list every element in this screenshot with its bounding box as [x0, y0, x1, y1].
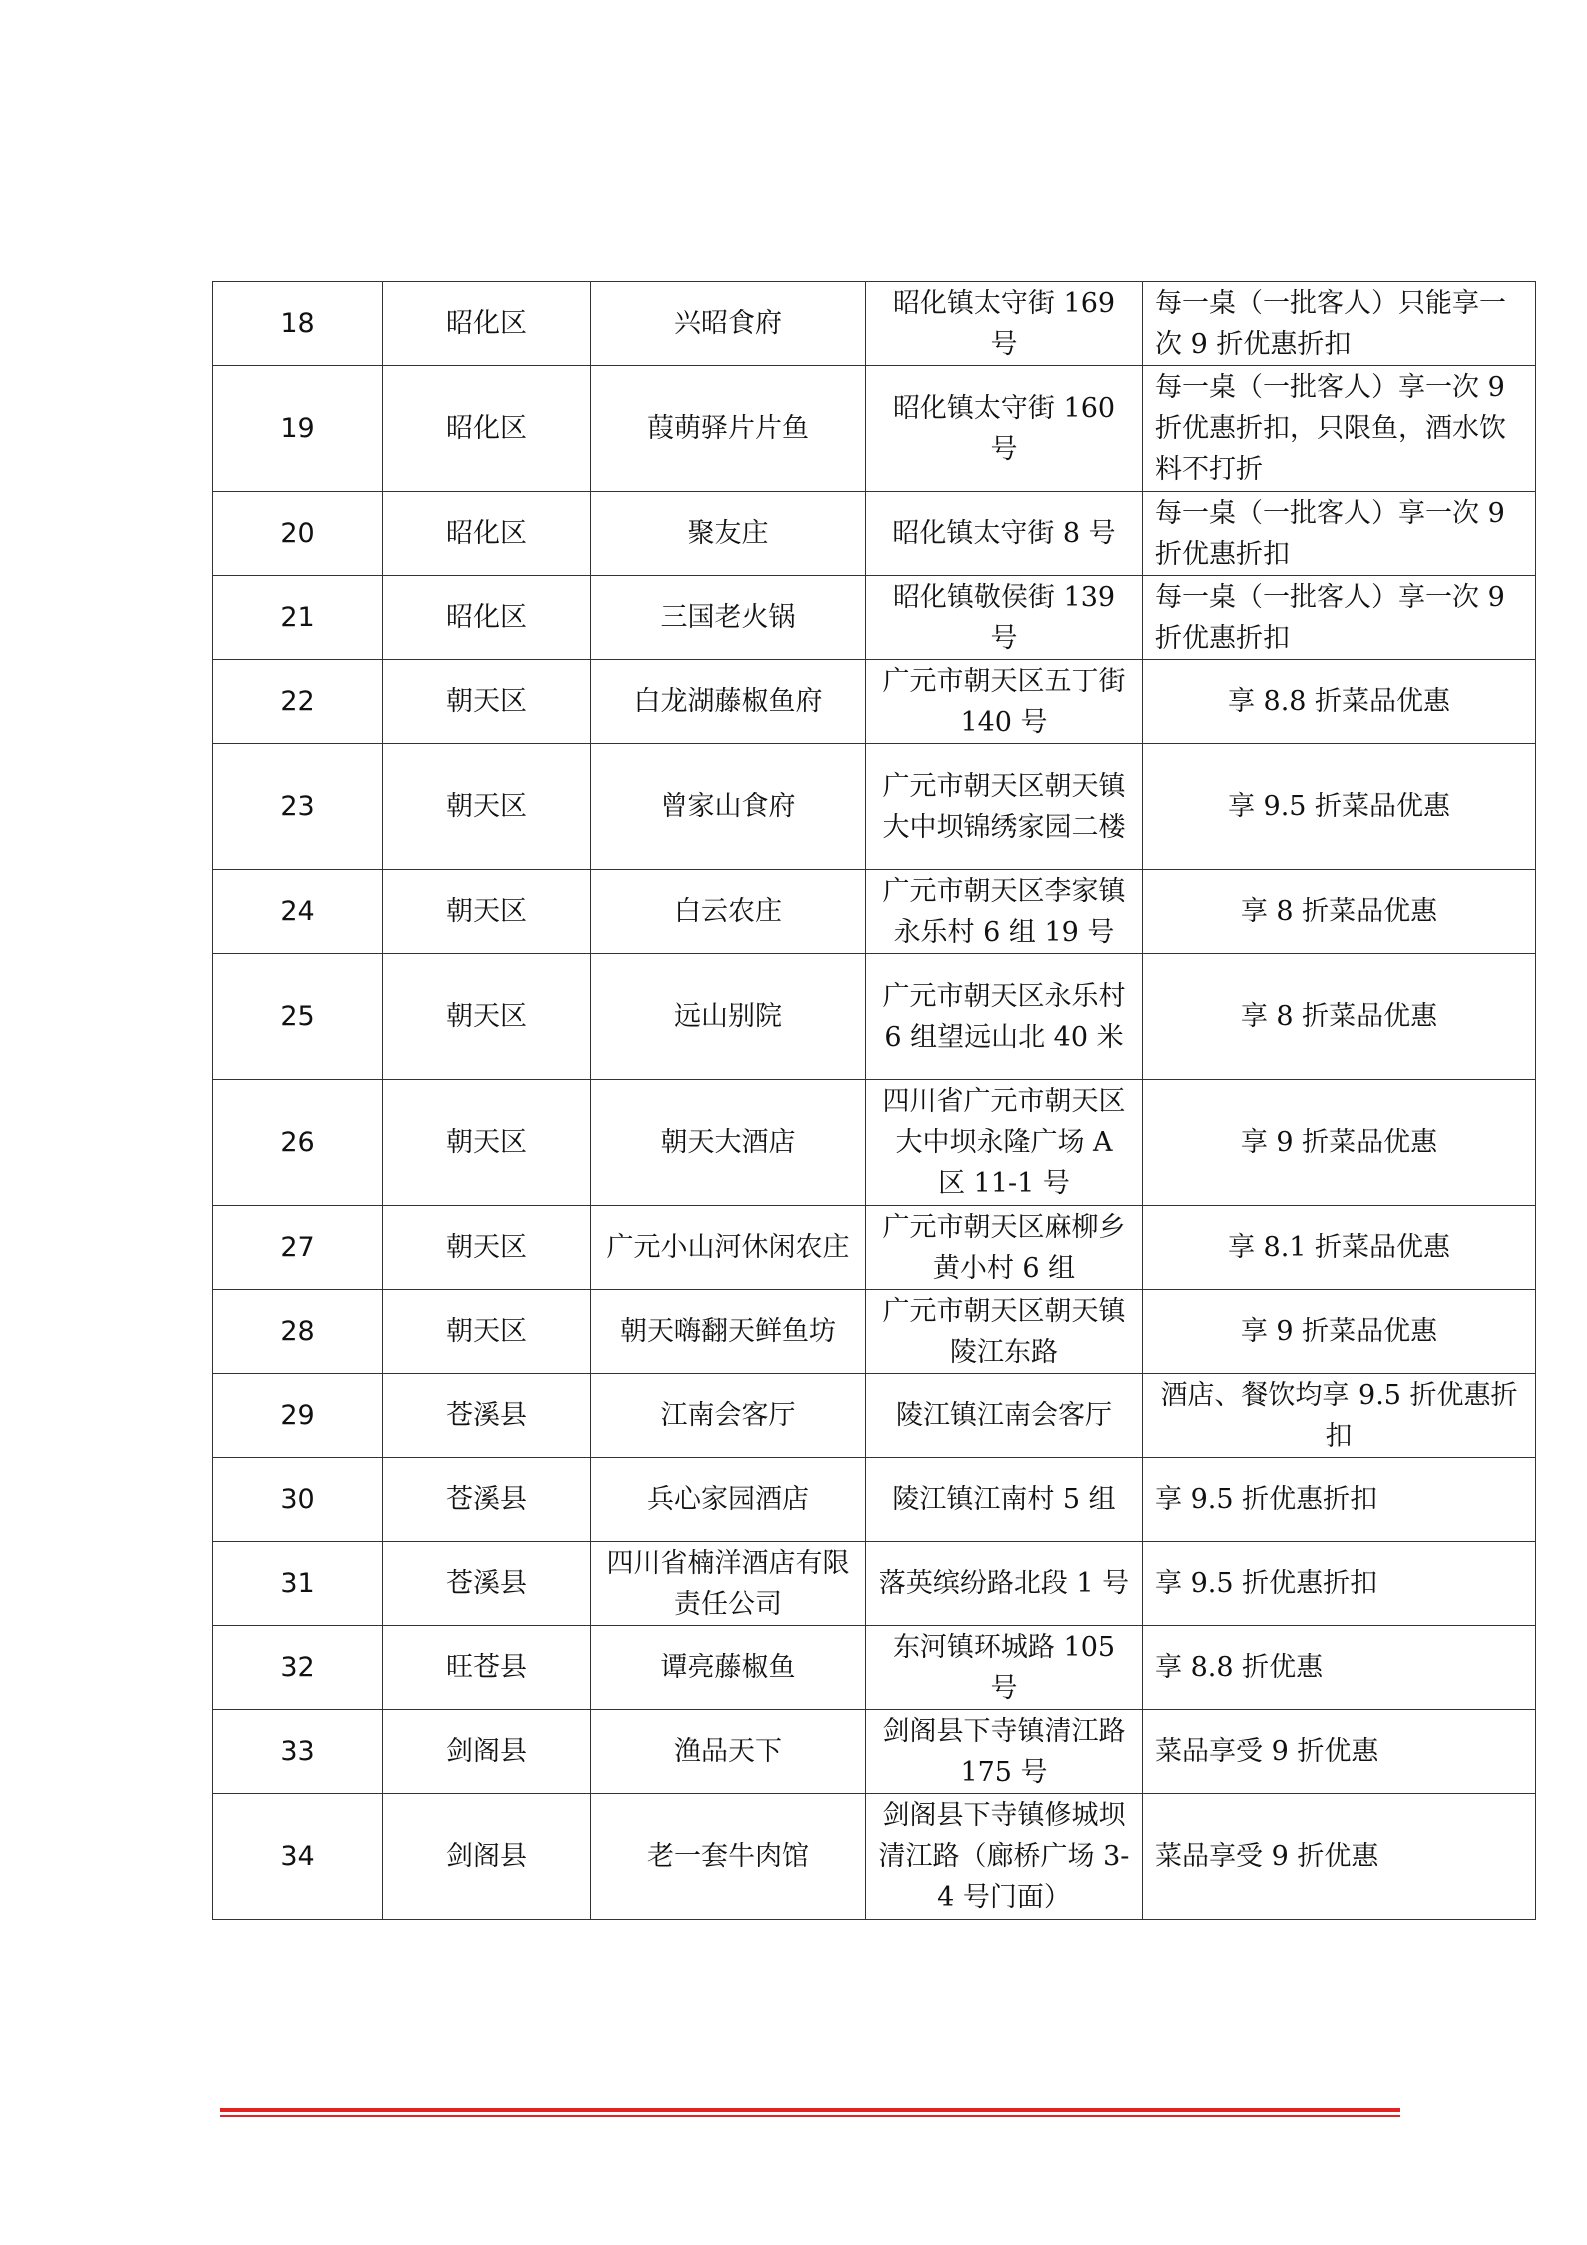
- offer-cell: 享 8.8 折菜品优惠: [1143, 660, 1536, 744]
- district-cell: 朝天区: [383, 1290, 591, 1374]
- address-cell: 广元市朝天区朝天镇陵江东路: [866, 1290, 1143, 1374]
- address-cell: 广元市朝天区永乐村 6 组望远山北 40 米: [866, 954, 1143, 1080]
- restaurant-name-cell: 四川省楠洋酒店有限责任公司: [591, 1542, 866, 1626]
- district-cell: 旺苍县: [383, 1626, 591, 1710]
- table-row: [213, 492, 1536, 576]
- offer-cell: 每一桌（一批客人）享一次 9 折优惠折扣: [1143, 576, 1536, 660]
- offer-cell: 享 9.5 折优惠折扣: [1143, 1458, 1536, 1542]
- district-cell: 朝天区: [383, 1080, 591, 1206]
- address-cell: 剑阁县下寺镇修城坝清江路（廊桥广场 3-4 号门面）: [866, 1794, 1143, 1920]
- row-number: 27: [213, 1206, 383, 1290]
- row-number: 32: [213, 1626, 383, 1710]
- offer-cell: 每一桌（一批客人）享一次 9 折优惠折扣，只限鱼，酒水饮料不打折: [1143, 366, 1536, 492]
- restaurant-name-cell: 老一套牛肉馆: [591, 1794, 866, 1920]
- table-row: [213, 954, 1536, 1080]
- offer-cell: 享 9 折菜品优惠: [1143, 1290, 1536, 1374]
- address-cell: 剑阁县下寺镇清江路 175 号: [866, 1710, 1143, 1794]
- table-row: [213, 366, 1536, 492]
- table-row: [213, 1542, 1536, 1626]
- restaurant-name-cell: 渔品天下: [591, 1710, 866, 1794]
- offer-cell: 菜品享受 9 折优惠: [1143, 1794, 1536, 1920]
- row-number: 34: [213, 1794, 383, 1920]
- row-number: 28: [213, 1290, 383, 1374]
- row-number: 30: [213, 1458, 383, 1542]
- district-cell: 剑阁县: [383, 1794, 591, 1920]
- row-number: 22: [213, 660, 383, 744]
- restaurant-name-cell: 白云农庄: [591, 870, 866, 954]
- restaurant-name-cell: 聚友庄: [591, 492, 866, 576]
- district-cell: 朝天区: [383, 1206, 591, 1290]
- district-cell: 昭化区: [383, 282, 591, 366]
- row-number: 19: [213, 366, 383, 492]
- restaurant-name-cell: 广元小山河休闲农庄: [591, 1206, 866, 1290]
- district-cell: 苍溪县: [383, 1542, 591, 1626]
- offer-cell: 享 8 折菜品优惠: [1143, 870, 1536, 954]
- restaurant-name-cell: 白龙湖藤椒鱼府: [591, 660, 866, 744]
- district-cell: 朝天区: [383, 954, 591, 1080]
- row-number: 33: [213, 1710, 383, 1794]
- address-cell: 陵江镇江南村 5 组: [866, 1458, 1143, 1542]
- offer-cell: 每一桌（一批客人）享一次 9 折优惠折扣: [1143, 492, 1536, 576]
- table-row: [213, 1626, 1536, 1710]
- district-cell: 昭化区: [383, 366, 591, 492]
- table-row: [213, 744, 1536, 870]
- table-row: [213, 1458, 1536, 1542]
- row-number: 26: [213, 1080, 383, 1206]
- table-row: [213, 1080, 1536, 1206]
- discount-restaurant-table: [212, 281, 1536, 1920]
- row-number: 31: [213, 1542, 383, 1626]
- restaurant-name-cell: 谭亮藤椒鱼: [591, 1626, 866, 1710]
- offer-cell: 享 9.5 折菜品优惠: [1143, 744, 1536, 870]
- address-cell: 昭化镇太守街 169 号: [866, 282, 1143, 366]
- restaurant-name-cell: 葭萌驿片片鱼: [591, 366, 866, 492]
- address-cell: 广元市朝天区五丁街 140 号: [866, 660, 1143, 744]
- district-cell: 苍溪县: [383, 1374, 591, 1458]
- restaurant-name-cell: 朝天嗨翻天鲜鱼坊: [591, 1290, 866, 1374]
- row-number: 18: [213, 282, 383, 366]
- district-cell: 朝天区: [383, 660, 591, 744]
- offer-cell: 享 8.8 折优惠: [1143, 1626, 1536, 1710]
- table-row: [213, 1290, 1536, 1374]
- row-number: 29: [213, 1374, 383, 1458]
- restaurant-name-cell: 兴昭食府: [591, 282, 866, 366]
- offer-cell: 每一桌（一批客人）只能享一次 9 折优惠折扣: [1143, 282, 1536, 366]
- row-number: 23: [213, 744, 383, 870]
- address-cell: 东河镇环城路 105 号: [866, 1626, 1143, 1710]
- row-number: 25: [213, 954, 383, 1080]
- restaurant-name-cell: 曾家山食府: [591, 744, 866, 870]
- offer-cell: 享 9 折菜品优惠: [1143, 1080, 1536, 1206]
- table-row: [213, 660, 1536, 744]
- offer-cell: 酒店、餐饮均享 9.5 折优惠折扣: [1143, 1374, 1536, 1458]
- table-row: [213, 1374, 1536, 1458]
- table-row: [213, 1794, 1536, 1920]
- address-cell: 昭化镇太守街 8 号: [866, 492, 1143, 576]
- row-number: 24: [213, 870, 383, 954]
- address-cell: 广元市朝天区李家镇永乐村 6 组 19 号: [866, 870, 1143, 954]
- restaurant-name-cell: 朝天大酒店: [591, 1080, 866, 1206]
- footer-red-rule: [220, 2108, 1400, 2117]
- district-cell: 朝天区: [383, 870, 591, 954]
- district-cell: 昭化区: [383, 492, 591, 576]
- restaurant-name-cell: 兵心家园酒店: [591, 1458, 866, 1542]
- district-cell: 昭化区: [383, 576, 591, 660]
- address-cell: 昭化镇敬侯街 139 号: [866, 576, 1143, 660]
- table-row: [213, 1206, 1536, 1290]
- district-cell: 苍溪县: [383, 1458, 591, 1542]
- address-cell: 陵江镇江南会客厅: [866, 1374, 1143, 1458]
- address-cell: 广元市朝天区朝天镇大中坝锦绣家园二楼: [866, 744, 1143, 870]
- address-cell: 广元市朝天区麻柳乡黄小村 6 组: [866, 1206, 1143, 1290]
- address-cell: 四川省广元市朝天区大中坝永隆广场 A 区 11-1 号: [866, 1080, 1143, 1206]
- restaurant-name-cell: 远山别院: [591, 954, 866, 1080]
- offer-cell: 享 9.5 折优惠折扣: [1143, 1542, 1536, 1626]
- offer-cell: 享 8.1 折菜品优惠: [1143, 1206, 1536, 1290]
- table-row: [213, 576, 1536, 660]
- table-row: [213, 282, 1536, 366]
- address-cell: 昭化镇太守街 160 号: [866, 366, 1143, 492]
- address-cell: 落英缤纷路北段 1 号: [866, 1542, 1143, 1626]
- offer-cell: 享 8 折菜品优惠: [1143, 954, 1536, 1080]
- row-number: 21: [213, 576, 383, 660]
- table-row: [213, 1710, 1536, 1794]
- district-cell: 剑阁县: [383, 1710, 591, 1794]
- offer-cell: 菜品享受 9 折优惠: [1143, 1710, 1536, 1794]
- table-body: [213, 282, 1536, 1920]
- restaurant-name-cell: 三国老火锅: [591, 576, 866, 660]
- restaurant-name-cell: 江南会客厅: [591, 1374, 866, 1458]
- row-number: 20: [213, 492, 383, 576]
- table-row: [213, 870, 1536, 954]
- district-cell: 朝天区: [383, 744, 591, 870]
